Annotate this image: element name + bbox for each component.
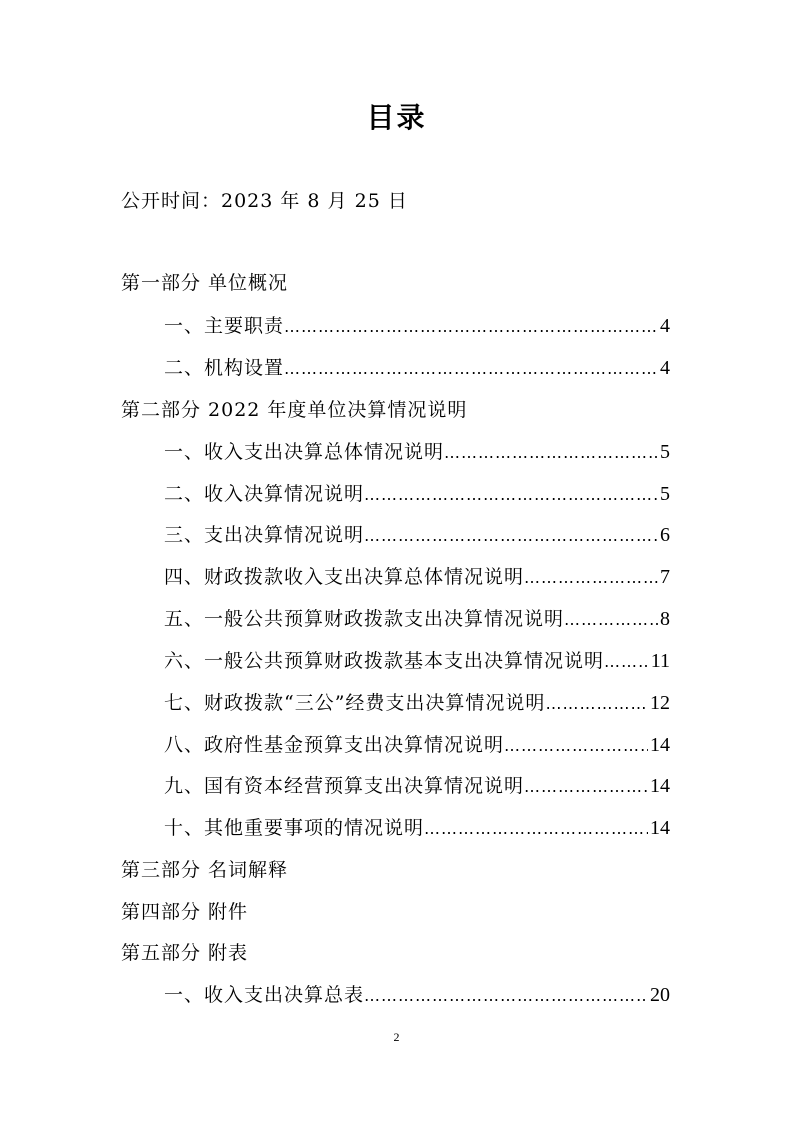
- toc-entry-page: 12: [650, 692, 670, 714]
- toc-leader-dots: [364, 983, 648, 1009]
- toc-entry-label: 十、其他重要事项的情况说明: [164, 817, 425, 839]
- toc-leader-dots: [604, 649, 649, 675]
- toc-entry[interactable]: [164, 313, 670, 340]
- toc-entry-label: 一、收入支出决算总体情况说明: [164, 441, 445, 463]
- page-title: 目录: [366, 101, 427, 134]
- toc-entry-page: 7: [660, 566, 670, 588]
- toc-leader-dots: [284, 314, 658, 340]
- toc-entry[interactable]: [164, 439, 670, 466]
- toc-entry[interactable]: [164, 606, 670, 633]
- toc-entry[interactable]: [164, 355, 670, 382]
- toc-entry-label: 七、财政拨款“三公”经费支出决算情况说明: [164, 692, 546, 714]
- toc-entry-page: 4: [660, 357, 670, 379]
- toc-entry-label: 五、一般公共预算财政拨款支出决算情况说明: [164, 608, 565, 630]
- toc-part-3[interactable]: 第三部分 名词解释: [121, 859, 289, 881]
- toc-entry-page: 14: [650, 775, 670, 797]
- toc-entry-label: 二、机构设置: [164, 357, 285, 379]
- toc-leader-dots: [364, 523, 658, 549]
- toc-entry-page: 4: [660, 315, 670, 337]
- toc-entry-label: 一、收入支出决算总表: [164, 984, 365, 1006]
- toc-leader-dots: [444, 440, 658, 466]
- toc-entry-label: 二、收入决算情况说明: [164, 483, 365, 505]
- toc-entry[interactable]: [164, 481, 670, 508]
- toc-leader-dots: [524, 774, 648, 800]
- toc-leader-dots: [545, 691, 648, 717]
- toc-entry-page: 5: [660, 483, 670, 505]
- toc-entry[interactable]: [164, 732, 670, 759]
- publish-date: 公开时间：2023 年 8 月 25 日: [121, 190, 408, 212]
- toc-entry[interactable]: [164, 564, 670, 591]
- toc-entry-label: 九、国有资本经营预算支出决算情况说明: [164, 775, 525, 797]
- toc-leader-dots: [524, 565, 658, 591]
- toc-leader-dots: [564, 607, 658, 633]
- toc-entry[interactable]: [164, 690, 670, 717]
- toc-entry-page: 14: [650, 734, 670, 756]
- toc-leader-dots: [424, 816, 648, 842]
- toc-entry[interactable]: [164, 982, 670, 1009]
- toc-entry-page: 20: [650, 984, 670, 1006]
- toc-entry-label: 六、一般公共预算财政拨款基本支出决算情况说明: [164, 650, 605, 672]
- toc-entry-page: 8: [660, 608, 670, 630]
- toc-part-5[interactable]: 第五部分 附表: [121, 942, 249, 964]
- toc-entry-label: 八、政府性基金预算支出决算情况说明: [164, 734, 505, 756]
- toc-entry[interactable]: [164, 815, 670, 842]
- toc-leader-dots: [284, 356, 658, 382]
- toc-entry-label: 四、财政拨款收入支出决算总体情况说明: [164, 566, 525, 588]
- toc-entry-label: 一、主要职责: [164, 315, 285, 337]
- toc-entry[interactable]: [164, 648, 670, 675]
- toc-entry-page: 5: [660, 441, 670, 463]
- toc-leader-dots: [364, 482, 658, 508]
- toc-entry-label: 三、支出决算情况说明: [164, 524, 365, 546]
- toc-entry[interactable]: [164, 773, 670, 800]
- toc-part-1[interactable]: 第一部分 单位概况: [121, 272, 289, 294]
- toc-part-4[interactable]: 第四部分 附件: [121, 901, 249, 923]
- toc-part-2[interactable]: 第二部分 2022 年度单位决算情况说明: [121, 399, 468, 421]
- toc-entry-page: 6: [660, 524, 670, 546]
- toc-entry-page: 11: [650, 650, 670, 672]
- page-number: 2: [393, 1030, 400, 1044]
- toc-entry-page: 14: [650, 817, 670, 839]
- toc-entry[interactable]: [164, 522, 670, 549]
- toc-leader-dots: [504, 733, 648, 759]
